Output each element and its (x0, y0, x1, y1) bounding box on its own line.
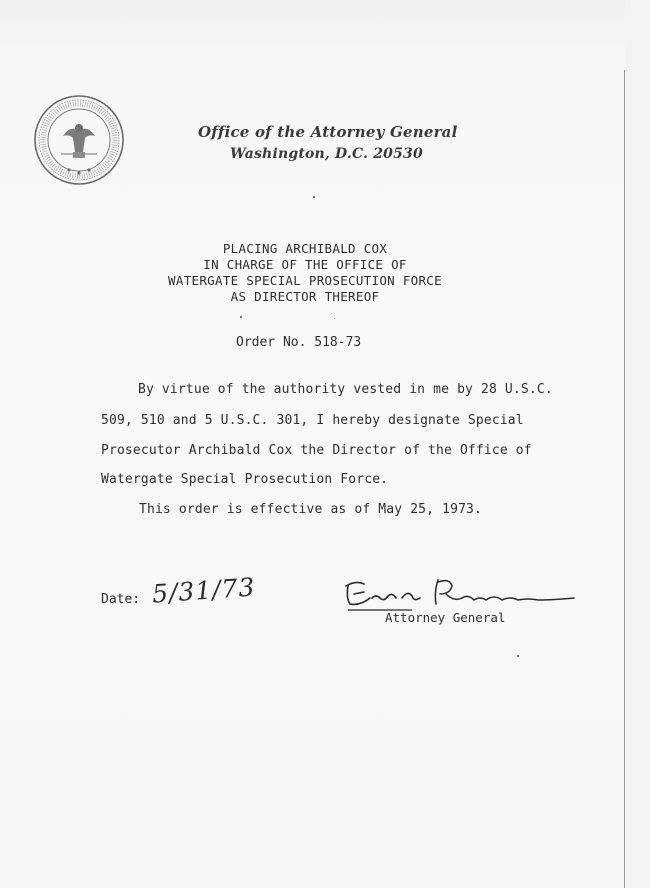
department-seal-icon (33, 94, 125, 186)
order-title-line-4: AS DIRECTOR THEREOF (230, 289, 380, 304)
order-title-line-1: PLACING ARCHIBALD COX (222, 241, 388, 256)
order-title-line-3: WATERGATE SPECIAL PROSECUTION FORCE (168, 273, 442, 288)
body-line-3: Prosecutor Archibald Cox the Director of the Office of (101, 443, 532, 458)
speck (313, 196, 315, 198)
order-title-line-2: IN CHARGE OF THE OFFICE OF (203, 257, 407, 272)
letterhead-address: Washington, D.C. 20530 (230, 146, 423, 162)
signature-title: Attorney General (385, 610, 506, 625)
body-line-2: 509, 510 and 5 U.S.C. 301, I hereby designate Special (101, 413, 524, 428)
page-edge-rule (624, 70, 625, 888)
body-line-4: Watergate Special Prosecution Force. (101, 472, 389, 487)
letterhead-office: Office of the Attorney General (198, 123, 458, 141)
order-number: Order No. 518-73 (236, 335, 362, 350)
right-margin (625, 0, 650, 888)
handwritten-date: 5/31/73 (151, 572, 257, 609)
date-label: Date: (101, 592, 141, 607)
body-line-1: By virtue of the authority vested in me by 28 U.S.C. (138, 382, 553, 397)
body-line-5: This order is effective as of May 25, 1973. (139, 502, 482, 517)
speck (334, 318, 335, 319)
speck (517, 655, 519, 657)
speck (240, 316, 242, 318)
